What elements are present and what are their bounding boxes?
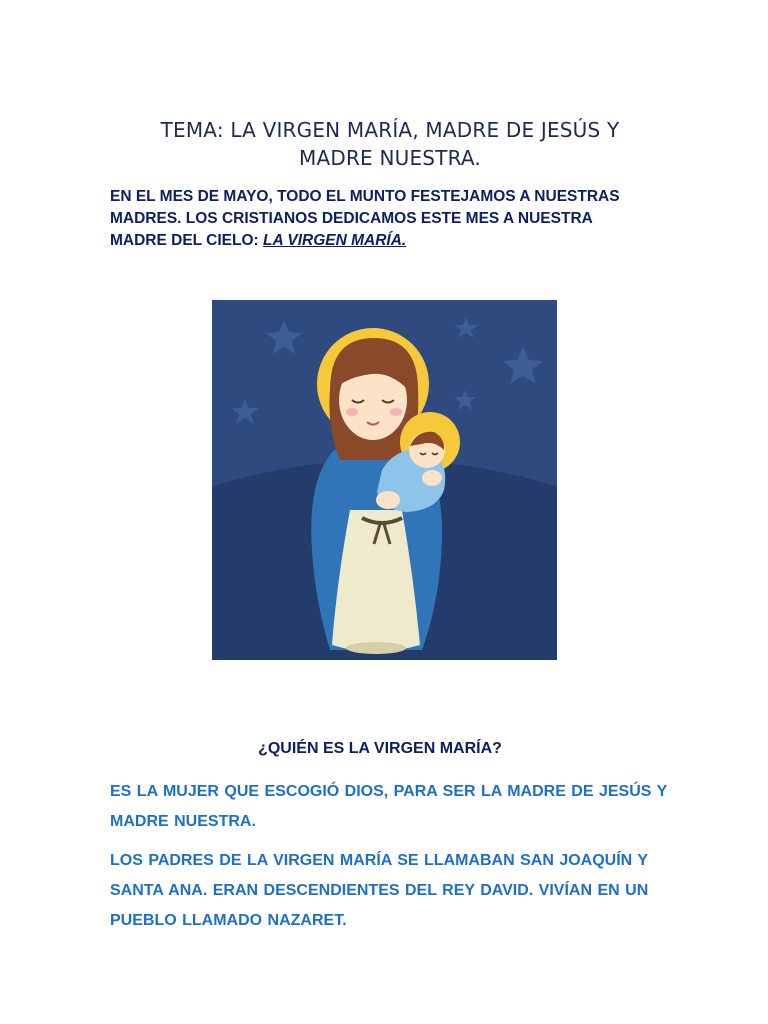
intro-link-virgen-maria[interactable]: LA VIRGEN MARÍA.	[263, 232, 407, 249]
page-title	[100, 116, 680, 172]
intro-paragraph	[110, 186, 650, 252]
paragraph-parents: LOS PADRES DE LA VIRGEN MARÍA SE LLAMABAN SAN JOAQUÍN Y SANTA ANA. ERAN DESCENDIENTES DEL REY DAVID. VIVÍAN EN UN PUEBLO LLAMADO NAZARET.	[110, 852, 649, 929]
virgin-mary-with-child-illustration	[212, 300, 557, 660]
paragraph-chosen-by-god: ES LA MUJER QUE ESCOGIÓ DIOS, PARA SER LA MADRE DE JESÚS Y MADRE NUESTRA.	[110, 783, 667, 830]
title-line-2: MADRE NUESTRA.	[299, 146, 481, 170]
intro-text: EN EL MES DE MAYO, TODO EL MUNTO FESTEJAMOS A NUESTRAS MADRES. LOS CRISTIANOS DEDICAMOS ESTE MES A NUESTRA MADRE DEL CIELO:	[110, 188, 620, 249]
title-line-1: TEMA: LA VIRGEN MARÍA, MADRE DE JESÚS Y	[160, 118, 620, 142]
question-heading: ¿QUIÉN ES LA VIRGEN MARÍA?	[258, 740, 502, 757]
